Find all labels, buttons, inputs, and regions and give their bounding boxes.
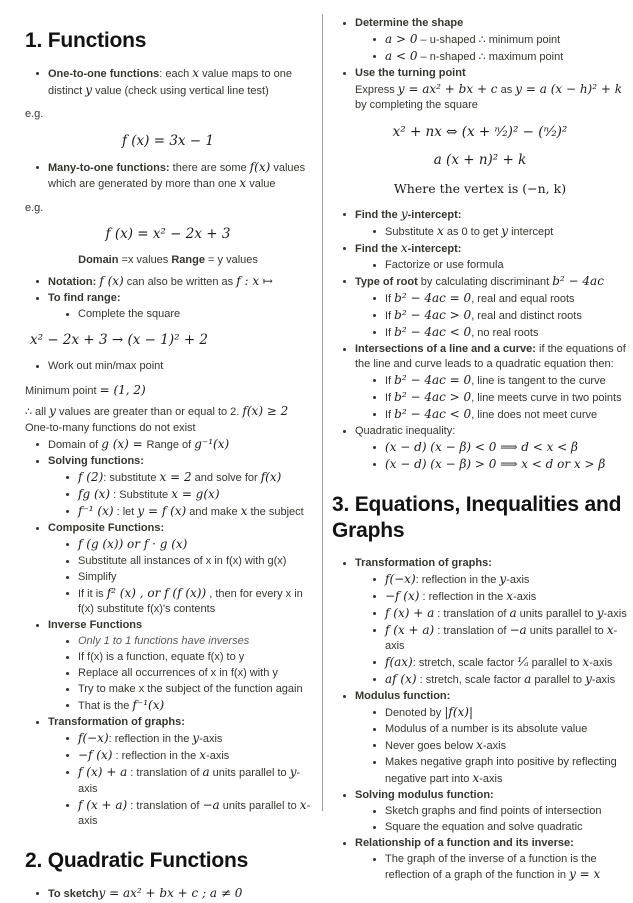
bullet-item — [332, 308, 628, 325]
text-segment: and solve for — [191, 471, 261, 484]
text-segment: , then for every x in f(x) substitute f(x)'s contents — [78, 587, 303, 615]
bullet-item — [332, 241, 628, 258]
math-inline: f (x + a) — [78, 797, 128, 812]
math-inline: y — [192, 731, 200, 745]
math-inline: −f (x) — [385, 588, 420, 603]
text-segment: That is the — [78, 700, 133, 712]
text-segment: -axis — [479, 772, 503, 785]
right-column — [332, 0, 628, 884]
section-heading: 2. Quadratic Functions — [25, 848, 249, 872]
bullet-item — [25, 291, 311, 307]
text-line — [25, 253, 311, 269]
math-inline: y = ax² + bx + c ; a ≠ 0 — [98, 885, 243, 900]
bullet-item — [25, 698, 311, 715]
math-inline: x — [436, 223, 444, 238]
text-segment: -axis — [385, 624, 618, 652]
text-segment: Work out min/max point — [48, 360, 164, 372]
math-inline: x — [476, 738, 483, 752]
text-segment: : translation of — [127, 799, 203, 812]
math-inline: f (x) — [99, 273, 124, 288]
bullet-item — [25, 682, 311, 698]
text-segment: units parallel to — [516, 607, 597, 620]
math-inline: a — [524, 672, 532, 686]
text-segment: -intercept: — [407, 208, 462, 221]
math-inline: x — [400, 240, 408, 255]
text-segment: -intercept: — [407, 242, 462, 255]
bullet-item — [25, 586, 311, 618]
math-inline: f(x) — [260, 469, 282, 484]
math-inline: f⁻¹(x) — [132, 698, 165, 712]
text-line — [25, 107, 311, 123]
math-inline: b² − 4ac = 0 — [394, 373, 472, 387]
bullet-item — [332, 291, 628, 308]
math-inline: f : x ↦ — [236, 273, 273, 288]
text-segment: value maps to one distinct — [48, 68, 292, 97]
math-inline: f (2) — [78, 469, 104, 484]
bullet-item — [25, 554, 311, 570]
text-segment: Find the — [355, 208, 401, 221]
bullet-item — [25, 274, 311, 291]
math-inline: (x − d) (x − β) < 0 ⟹ d < x < β — [385, 440, 578, 454]
text-segment: , line does not meet curve — [471, 409, 598, 421]
text-segment: One-to-one functions — [48, 68, 160, 80]
text-segment: as 0 to get — [443, 225, 502, 238]
text-segment: : reflection in the — [415, 573, 500, 586]
text-segment: Sketch graphs and find points of intersection — [385, 804, 602, 817]
bullet-item — [332, 623, 628, 655]
math-inline: x — [606, 622, 614, 637]
bullet-item — [25, 570, 311, 586]
bullet-item — [25, 731, 311, 748]
text-segment: If — [385, 392, 395, 404]
text-segment: : reflection in the — [108, 733, 193, 745]
text-segment: values are greater than or equal to 2. — [55, 406, 243, 418]
bullet-item — [332, 49, 628, 66]
bullet-item — [332, 655, 628, 672]
math-formula: f (x) = x² − 2x + 3 — [105, 226, 231, 242]
text-segment: Many-to-one functions: — [48, 161, 170, 174]
math-inline: y — [596, 605, 604, 620]
bullet-item — [332, 836, 628, 852]
section-heading: 1. Functions — [25, 29, 147, 52]
text-line — [332, 82, 628, 99]
bullet-item — [332, 738, 628, 755]
bullet-item — [25, 160, 311, 193]
left-column — [25, 0, 311, 903]
bullet-item — [332, 224, 628, 241]
bullet-item — [332, 556, 628, 572]
math-inline: f(−x) — [78, 731, 109, 745]
math-inline: x — [240, 503, 248, 518]
bullet-item — [332, 66, 628, 82]
math-formula: f (x) = 3x − 1 — [121, 132, 214, 149]
text-segment: : each — [159, 68, 193, 80]
math-inline: x — [472, 770, 480, 785]
math-inline: (x − d) (x − β) > 0 ⟹ x < d or x > β — [385, 457, 606, 471]
text-segment: The graph of the inverse of a function is the reflection of a graph of the function in — [385, 852, 597, 881]
text-segment: -axis — [603, 607, 627, 620]
bullet-item — [25, 470, 311, 487]
text-segment: -axis — [513, 590, 537, 603]
math-inline: y — [499, 571, 507, 586]
text-segment: – n-shaped ∴ maximum point — [417, 50, 564, 63]
bullet-item — [332, 572, 628, 589]
math-inline: −a — [509, 622, 527, 637]
text-segment: =x values — [118, 254, 172, 266]
text-segment: : translation of — [127, 767, 203, 779]
text-segment: Complete the square — [78, 307, 181, 320]
section-heading: 3. Equations, Inequalities and Graphs — [332, 492, 622, 542]
text-segment: units parallel to — [209, 767, 290, 779]
math-inline: y — [501, 223, 509, 238]
text-segment: by calculating discriminant — [417, 275, 553, 288]
text-segment: Makes negative graph into positive by reflecting negative part into — [385, 756, 617, 785]
bullet-item — [25, 798, 311, 830]
text-segment: Solving functions: — [48, 454, 144, 467]
text-segment: e.g. — [25, 108, 44, 120]
text-segment: Express — [355, 83, 398, 96]
column-divider — [322, 14, 323, 811]
math-inline: y — [49, 404, 56, 418]
text-segment: Find the — [355, 242, 401, 255]
text-segment: values which are generated by more than one — [48, 161, 306, 190]
text-segment: If — [385, 375, 395, 387]
math-inline: b² − 4ac > 0 — [394, 307, 472, 322]
text-segment: Substitute all instances of x in f(x) with g(x) — [78, 554, 287, 567]
text-segment: If f(x) is a function, equate f(x) to y — [78, 651, 245, 663]
math-inline: y — [400, 206, 408, 221]
text-segment: – u-shaped ∴ minimum point — [417, 33, 561, 46]
math-inline: y = a (x − h)² + k — [515, 81, 623, 96]
math-inline: f⁻¹ (x) — [78, 503, 114, 518]
bullet-item — [332, 804, 628, 820]
text-segment: Domain of — [48, 438, 102, 451]
text-segment: intercept — [508, 225, 554, 238]
math-inline: −f (x) — [78, 748, 113, 762]
bullet-item — [25, 715, 311, 731]
text-segment: : translation of — [434, 624, 510, 637]
math-inline: b² − 4ac — [552, 273, 604, 288]
math-inline: y = x — [569, 867, 601, 881]
math-inline: f² (x) , or f (f (x)) — [106, 585, 207, 600]
bullet-item — [332, 258, 628, 274]
math-inline: f (g (x)) or f · g (x) — [78, 536, 188, 551]
text-segment: Notation: — [48, 275, 97, 288]
math-inline: |f(x)| — [444, 705, 473, 719]
bullet-item — [25, 537, 311, 554]
bullet-item — [332, 342, 628, 373]
text-segment: -axis — [589, 657, 613, 669]
math-inline: ¹⁄ₐ — [517, 655, 529, 669]
bullet-item — [332, 207, 628, 224]
bullet-item — [25, 666, 311, 682]
text-segment: : substitute — [103, 471, 160, 484]
text-segment: -axis — [482, 740, 507, 752]
math-inline: a — [202, 765, 210, 779]
text-segment: , no real roots — [471, 326, 539, 339]
text-segment: ∴ all — [25, 406, 50, 418]
text-segment: Minimum point — [25, 384, 100, 397]
math-inline: f(ax) — [385, 655, 413, 669]
bullet-item — [25, 765, 311, 797]
text-segment: the subject — [247, 505, 304, 518]
bullet-item — [332, 424, 628, 440]
text-segment: Use the turning point — [355, 66, 466, 79]
math-inline: f (x) + a — [385, 605, 435, 620]
text-segment: Simplify — [78, 570, 117, 583]
text-segment: units parallel to — [526, 624, 607, 637]
math-inline: b² − 4ac = 0 — [394, 290, 472, 305]
text-segment: Transformation of graphs: — [48, 716, 185, 728]
math-inline: f (x + a) — [385, 622, 435, 637]
math-inline: x — [239, 176, 247, 190]
text-segment: Range of — [146, 438, 195, 451]
bullet-item — [332, 325, 628, 342]
bullet-item — [332, 274, 628, 291]
text-segment: as — [497, 83, 516, 96]
text-line — [25, 383, 311, 400]
bullet-item — [25, 454, 311, 470]
math-inline: = (1, 2) — [99, 382, 146, 397]
text-line — [25, 201, 311, 217]
text-segment: , real and equal roots — [471, 292, 575, 305]
text-segment: To sketch — [48, 887, 99, 900]
math-inline: y = ax² + bx + c — [397, 81, 498, 96]
bullet-item — [332, 755, 628, 787]
text-segment: Factorize or use formula — [385, 258, 504, 271]
text-segment: Transformation of graphs: — [355, 556, 492, 569]
text-segment: -axis — [506, 573, 530, 586]
bullet-item — [25, 487, 311, 504]
math-inline: b² − 4ac < 0 — [394, 324, 472, 339]
text-segment: Inverse Functions — [48, 619, 143, 631]
math-inline: af (x) — [385, 672, 417, 686]
text-segment: If — [385, 309, 395, 322]
text-segment: : stretch, scale factor — [416, 674, 525, 686]
bullet-item — [332, 440, 628, 457]
bullet-item — [25, 307, 311, 323]
text-segment: Only 1 to 1 functions have inverses — [78, 635, 250, 647]
math-inline: −a — [202, 797, 220, 812]
text-segment: and make — [186, 505, 241, 518]
text-segment: : Substitute — [110, 488, 172, 501]
text-segment: Intersections of a line and a curve: — [355, 342, 536, 355]
text-segment: value (check using vertical line test) — [92, 84, 269, 97]
math-inline: g⁻¹(x) — [194, 436, 230, 451]
math-inline: x — [299, 797, 307, 812]
bullet-item — [332, 373, 628, 390]
text-segment: Denoted by — [385, 707, 445, 719]
text-segment: : let — [113, 505, 138, 518]
bullet-item — [332, 852, 628, 884]
bullet-item — [332, 606, 628, 623]
text-segment: can also be written as — [123, 275, 237, 288]
text-segment: parallel to — [528, 657, 583, 669]
bullet-item — [25, 359, 311, 375]
text-segment: e.g. — [25, 201, 44, 214]
bullet-item — [25, 618, 311, 634]
math-formula: x² + nx ⇔ (x + ⁿ⁄₂)² − (ⁿ⁄₂)² — [392, 123, 568, 140]
math-inline: f(x) — [249, 159, 271, 174]
text-line — [25, 404, 311, 421]
math-inline: f (x) + a — [78, 765, 128, 779]
bullet-item — [25, 634, 311, 650]
bullet-item — [25, 437, 311, 454]
math-inline: y — [289, 765, 297, 779]
text-segment: Quadratic inequality: — [355, 425, 456, 437]
math-inline: f(−x) — [385, 571, 416, 586]
text-segment: : translation of — [434, 607, 510, 620]
text-segment: -axis — [206, 750, 230, 762]
bullet-item — [332, 689, 628, 705]
text-segment: Domain — [78, 254, 119, 266]
text-segment: If it is — [78, 587, 107, 600]
bullet-item — [332, 672, 628, 689]
text-segment: If — [385, 409, 395, 421]
bullet-item — [25, 886, 311, 903]
text-segment: = y values — [204, 254, 258, 266]
text-segment: Type of root — [355, 275, 418, 288]
text-segment: Relationship of a function and its inverse: — [355, 836, 574, 849]
text-segment: : reflection in the — [419, 590, 507, 603]
bullet-item — [332, 16, 628, 32]
bullet-item — [25, 66, 311, 99]
text-segment: , line meets curve in two points — [471, 392, 622, 404]
text-segment: Square the equation and solve quadratic — [385, 820, 583, 833]
text-segment: parallel to — [531, 674, 586, 686]
bullet-item — [332, 788, 628, 804]
math-inline: a < 0 — [385, 48, 418, 63]
math-inline: fg (x) — [78, 486, 111, 501]
text-segment: Range — [171, 254, 205, 266]
math-inline: x = g(x) — [171, 486, 220, 501]
text-segment: -axis — [78, 799, 311, 827]
text-line — [25, 421, 311, 437]
text-segment: : stretch, scale factor — [412, 657, 518, 669]
math-formula: x² − 2x + 3 → (x − 1)² + 2 — [30, 332, 209, 348]
math-inline: y — [585, 672, 592, 686]
bullet-item — [332, 390, 628, 407]
text-segment: units parallel to — [219, 799, 300, 812]
math-inline: x — [192, 66, 200, 80]
text-segment: : reflection in the — [112, 750, 200, 762]
bullet-item — [332, 407, 628, 424]
bullet-item — [332, 820, 628, 836]
math-inline: g (x) = — [101, 436, 147, 451]
text-segment: , real and distinct roots — [471, 309, 582, 322]
bullet-item — [332, 457, 628, 474]
text-segment: -axis — [199, 733, 223, 745]
math-inline: x = 2 — [159, 469, 192, 484]
text-segment: by completing the square — [355, 99, 478, 111]
bullet-item — [332, 32, 628, 49]
text-line — [332, 98, 628, 114]
math-inline: a — [509, 605, 517, 620]
text-segment: if the equations of the line and curve leads to a quadratic equation then: — [355, 342, 626, 370]
text-segment: there are some — [169, 161, 250, 174]
text-segment: Composite Functions: — [48, 521, 165, 534]
math-inline: f(x) ≥ 2 — [242, 404, 289, 418]
text-segment: Modulus function: — [355, 690, 451, 702]
math-inline: y — [85, 82, 93, 97]
bullet-item — [25, 504, 311, 521]
math-formula: a (x + n)² + k — [433, 151, 527, 168]
math-inline: b² − 4ac > 0 — [394, 390, 472, 404]
math-inline: y = f (x) — [137, 503, 187, 518]
bullet-item — [332, 705, 628, 722]
bullet-item — [332, 722, 628, 738]
math-inline: x — [582, 655, 590, 669]
bullet-item — [25, 748, 311, 765]
bullet-item — [25, 650, 311, 666]
math-inline: b² − 4ac < 0 — [394, 407, 472, 421]
text-segment: If — [385, 326, 395, 339]
text-segment: value — [246, 178, 276, 190]
text-segment: Try to make x the subject of the function again — [78, 683, 303, 695]
text-segment: Substitute — [385, 225, 437, 238]
text-segment: -axis — [591, 674, 616, 686]
text-segment: Never goes below — [385, 740, 477, 752]
text-segment: Replace all occurrences of x in f(x) with y — [78, 667, 278, 679]
text-segment: To find range: — [48, 291, 121, 304]
text-segment: , line is tangent to the curve — [471, 375, 606, 387]
text-segment: One-to-many functions do not exist — [25, 421, 196, 434]
math-inline: a > 0 — [385, 31, 418, 46]
text-segment: Modulus of a number is its absolute value — [385, 723, 588, 735]
text-segment: -axis — [78, 767, 301, 795]
bullet-item — [332, 589, 628, 606]
math-formula: Where the vertex is (−n, k) — [393, 180, 567, 196]
bullet-item — [25, 521, 311, 537]
text-segment: If — [385, 292, 395, 305]
text-segment: Determine the shape — [355, 16, 464, 29]
math-inline: x — [199, 748, 207, 762]
math-inline: x — [506, 588, 514, 603]
text-segment: Solving modulus function: — [355, 788, 494, 801]
